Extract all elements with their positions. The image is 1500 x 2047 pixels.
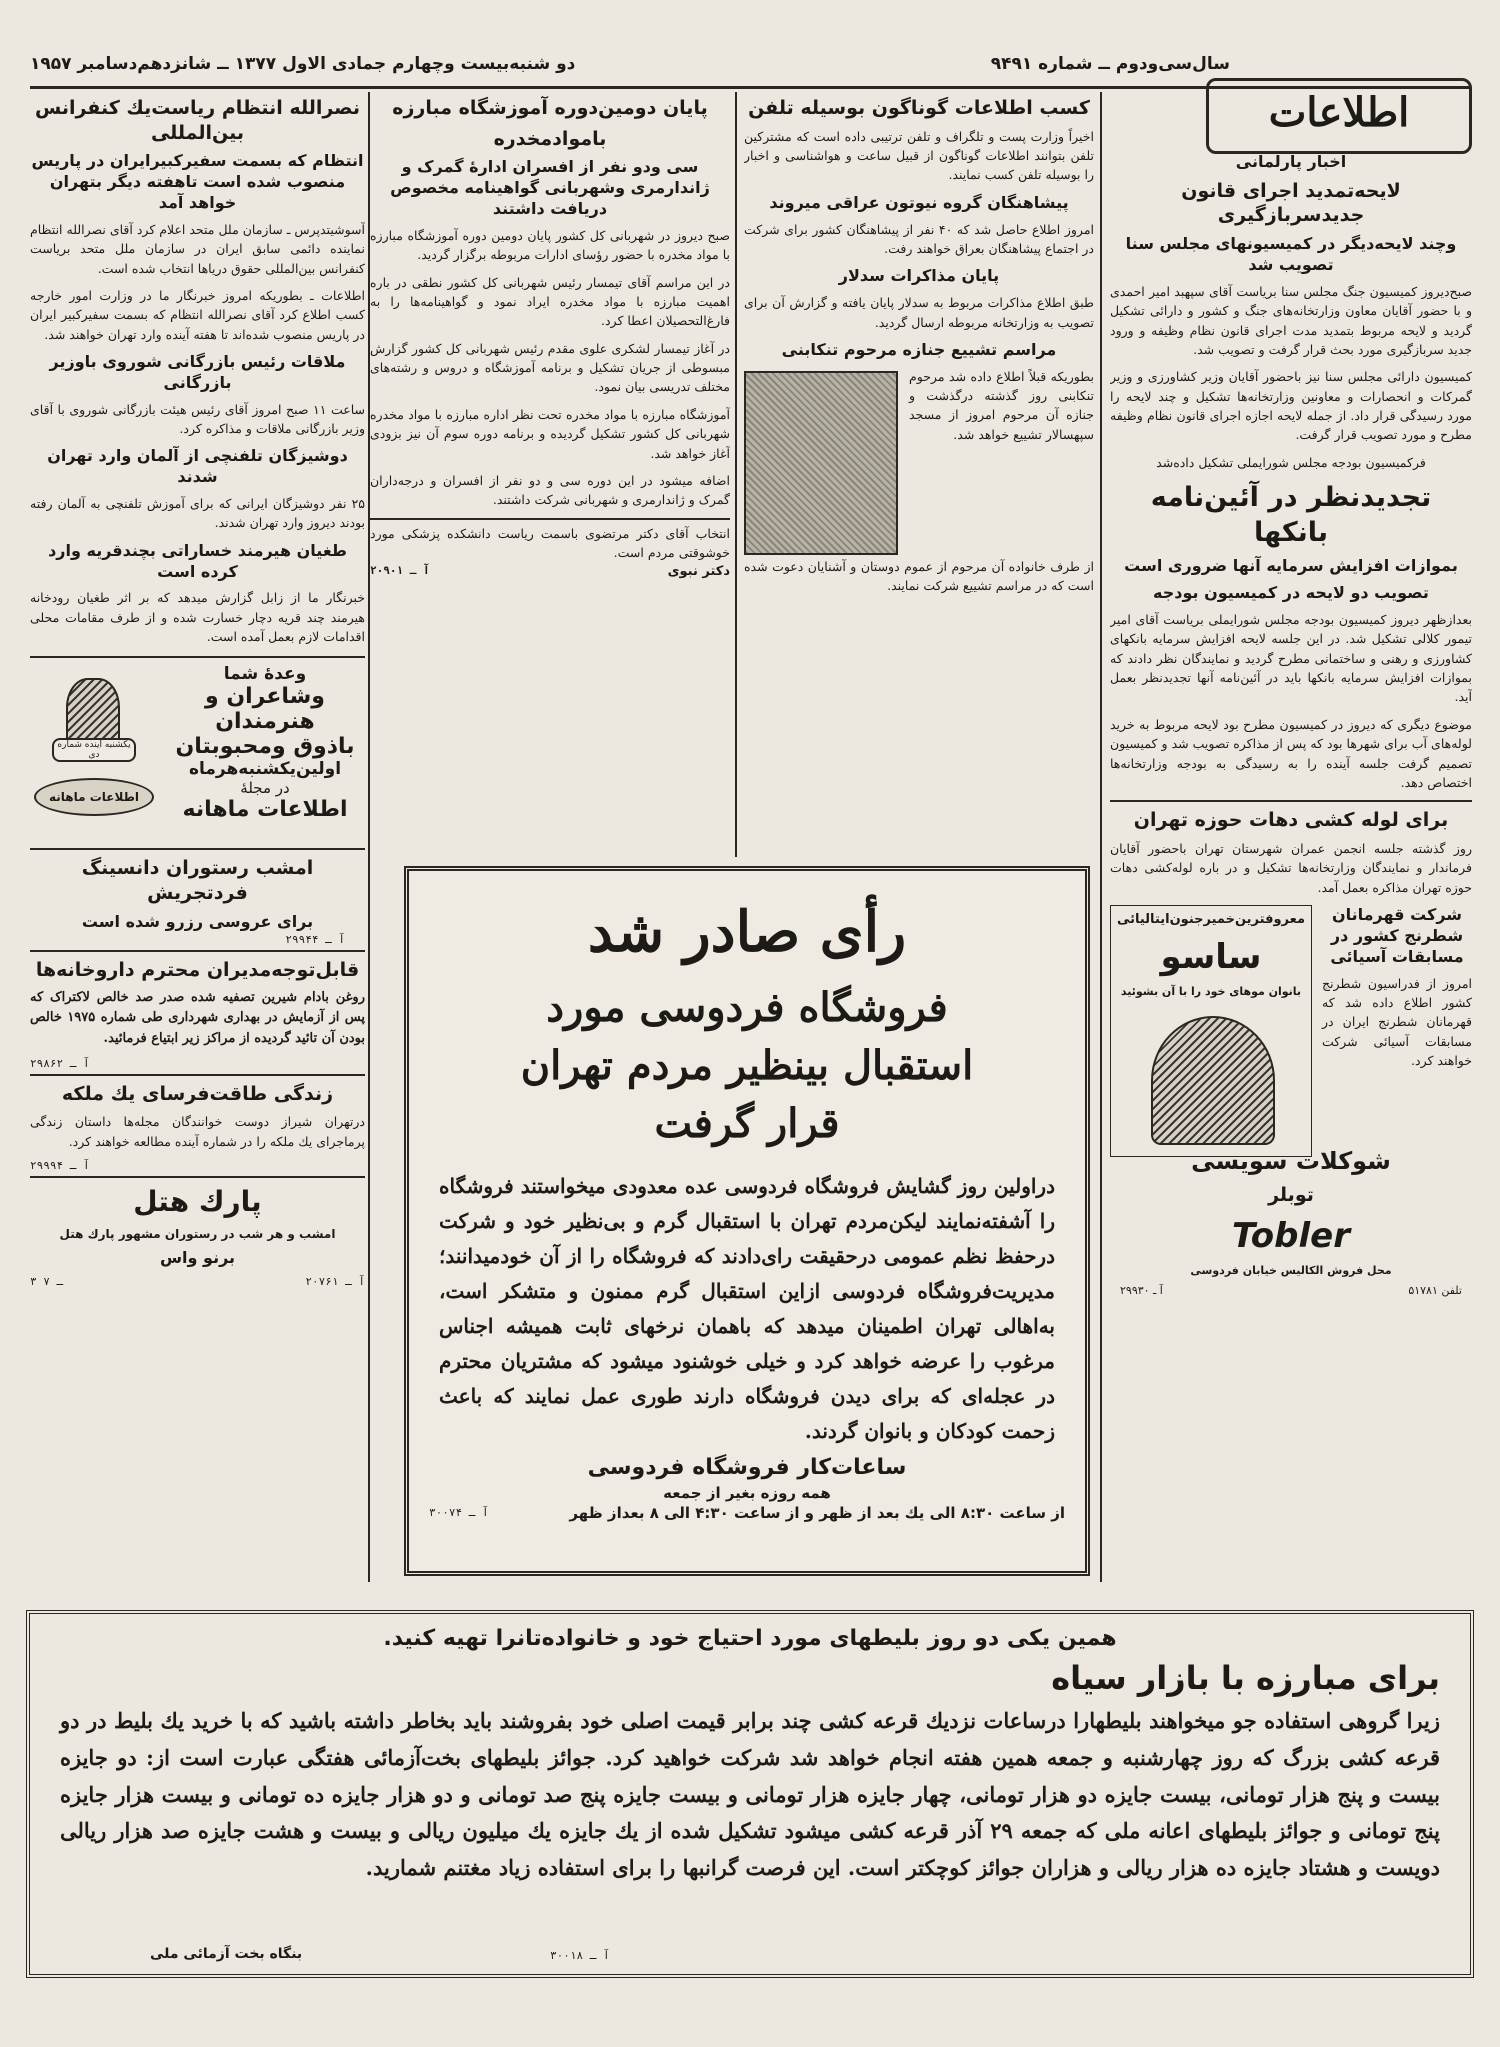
tobler-logo: Tobler [1232, 1215, 1350, 1256]
headline-soviet: ملاقات رئیس بازرگانی شوروی باوزیر بازرگانی [49, 352, 346, 392]
mahaneh-line: در مجلهٔ [240, 779, 290, 798]
issue-date: دو شنبه‌بیست وچهارم جمادی الاول ۱۳۷۷ ــ شانزدهم‌دسامبر ۱۹۵۷ [30, 54, 576, 74]
headline-narcotics-2: باموادمخدره [493, 127, 607, 150]
mahaneh-line: باذوق ومحبوبتان [175, 734, 355, 760]
lottery-headline: برای مبارزه با بازار سیاه [1051, 1659, 1440, 1697]
tonekaboni-portrait [744, 371, 898, 555]
ferdowsi-store-ad [404, 866, 1090, 1576]
park-hotel-ref: آ ـ ۲۰۷۶۱ [305, 1274, 365, 1288]
article-text: امروز از فدراسیون شطرنج کشور اطلاع داده شد که قهرمانان شطرنج ایران در مسابقات آسیائی شرکت خواهند کرد. [1322, 975, 1472, 1068]
column-divider [1100, 92, 1102, 1582]
section-title: اخبار پارلمانی [1235, 152, 1347, 171]
issue-header [30, 48, 1470, 82]
headline-narcotics: پایان دومین‌دوره آموزشگاه مبارزه [392, 97, 708, 119]
tobler-address: محل فروش الکالیس خیابان فردوسی [1190, 1264, 1392, 1278]
lottery-body: زیرا گروهی استفاده جو میخواهند بلیطهارا درساعات نزدیك قرعه کشی چند برابر قیمت اصلی خود بفروشند باید بخاطر داشته باشید که با خرید یك بلیط در دو قرعه کشی بزرگ که روز چهارشنبه و جمعه همین هفته انجام خواهد شد شرکت خواهید کرد. جوائز بلیطهای بخت‌آزمائی هفتگی عبارت است از: دو جایزه بیست و پنج هزار تومانی، بیست جایزه دو هزار تومانی، چهار جایزه هزار تومانی و بیست جایزه پنج صد تومانی و دو هزار جایزه ده تومانی و بیست هزار جایزه پنج تومانی و جوائز بلیطهای اعانه ملی که جمعه ۲۹ آذر قرعه کشی میشود تشکیل شده از یك جایزه یك میلیون ریالی و بیست و هشت جایزه صد هزار ریالی دویست و هشتاد جایزه ده هزار ریالی و هزاران جوائز کوچکتر است. این فرصت گرانبها را برای استفاده زیاد مغتنم شمارید. [60, 1708, 1440, 1880]
mahaneh-line: وشاعران و هنرمندان [205, 684, 325, 735]
note-ref: آ ـ ۲۰۹۰۱ [370, 564, 430, 578]
ferdowsi-hours: از ساعت ۸:۳۰ الی یك بعد از ظهر و از ساعت ۴:۳۰ الی ۸ بعداز ظهر [569, 1504, 1065, 1522]
pharmacy-ad [30, 950, 365, 1070]
column-divider [735, 92, 737, 857]
subheadline-entezam: انتظام که بسمت سفیرکبیرایران در پاریس منصوب شده است تاهفته دیگر بتهران خواهد آمد [31, 151, 364, 212]
issue-number: سال‌سی‌ودوم ــ شماره ۹۴۹۱ [990, 54, 1230, 74]
article-text: روز گذشته جلسه انجمن عمران شهرستان تهران باحضور آقایان فرماندار و نمایندگان وزارتخانه‌ها تشکیل و در باره لوله‌کشی دهات حوزه تهران مذاکره بعمل آمد. [1110, 840, 1472, 895]
article-text: بعدازظهر دیروز کمیسیون بودجه مجلس شورایملی بریاست آقای امیر تیمور کلالی تشکیل شد. در این جلسه لایحه افزایش سرمایه بانکهای کشاورزی و رهنی و ساختمانی مطرح گردید و نمایندگان نظر دادند که بموازات افزایش سرمایه بانکها باید در آئین‌نامه آنها تجدیدنظر بعمل آید. [1110, 611, 1472, 705]
restaurant-ref: آ ـ ۲۹۹۴۴ [285, 932, 345, 946]
restaurant-title: امشب رستوران دانسینگ فردتجریش [81, 857, 314, 905]
masthead-logo: اطلاعات [1206, 78, 1472, 154]
headline-funeral: مراسم تشییع جنازه مرحوم تنکابنی [781, 339, 1057, 359]
woman-illustration [1151, 1016, 1275, 1145]
queen-ad [30, 1074, 365, 1172]
article-text: موضوع دیگری که دیروز در کمیسیون مطرح بود لایحه مربوط به خرید لوله‌های آب برای شهرها بود که پس از مذاکره تصویب شد و کمیسیون تصمیم گرفت جلسه آینده را به رسیدگی به بودجه وزارتخانه‌ها اختصاص دهد. [1110, 716, 1472, 790]
funeral-block [744, 367, 1094, 607]
article-text: کمیسیون دارائی مجلس سنا نیز باحضور آقایان وزیر کشاورزی و وزیر گمرکات و انحصارات و معاونین وزارتخانه‌ها تشکیل و چند لایحه را مورد رسیدگی قرار داد. از جمله لایحه اجازه اجرای قانون نظام وظیفه مطرح و مورد تصویب قرار گرفت. [1110, 369, 1472, 443]
headline-sedlar: پایان مذاکرات سدلار [838, 266, 1000, 286]
ferdowsi-ref: آ ـ ۳۰۰۷۴ [429, 1505, 489, 1519]
subheadline-conscription: وچند لایحه‌دیگر در کمیسیونهای مجلس سنا تصویب شد [1125, 234, 1457, 274]
sasu-brand: ساسو [1160, 937, 1262, 977]
ferdowsi-headline: رأی صادر شد [587, 899, 907, 965]
tobler-subtitle: توبلر [1268, 1184, 1314, 1207]
lottery-signature: بنگاه بخت آزمائی ملی [150, 1946, 303, 1962]
ferdowsi-hours-days: همه روزه بغیر از جمعه [663, 1484, 831, 1502]
sasu-subline: بانوان موهای خود را با آن بشوئید [1120, 985, 1302, 999]
note-signature: دکتر نبوی [667, 564, 730, 580]
headline-telephone: کسب اطلاعات گوناگون بوسیله تلفن [748, 97, 1090, 119]
subheadline-budget: تصویب دو لایحه در کمیسیون بودجه [1153, 583, 1429, 603]
headline-conscription: لایحه‌تمدید اجرای قانون جدیدسربازگیری [1181, 179, 1401, 227]
badge-note: یکشنبه آینده شماره دی [52, 738, 136, 762]
park-hotel-line: امشب و هر شب در رستوران مشهور پارك هتل [59, 1226, 336, 1241]
pharmacy-text: روغن بادام شیرین تصفیه شده صدر صد خالص لاکتراک که پس از آزمایش در بهداری شهرداری طی شماره ۱۹۷۵ خالص بودن آن تائید گردیده از مراکز زیر ابتیاع فرمائید. [30, 990, 365, 1046]
tobler-title: شوکلات سویسی [1191, 1147, 1391, 1176]
column-entezam [30, 96, 365, 1582]
pharmacy-ref: آ ـ ۲۹۸۶۲ [30, 1056, 90, 1070]
subheadline-banks: بموازات افزایش سرمایه آنها ضروری است [1124, 556, 1458, 576]
queen-title: زندگی طاقت‌فرسای یك ملکه [61, 1082, 334, 1105]
bottom-ads-right [1110, 905, 1472, 1345]
mahaneh-title: وعدۀ شما [223, 664, 307, 685]
pharmacy-title: قابل‌توجه‌مدیران محترم داروخانه‌ها [35, 958, 360, 981]
ferdowsi-subheadline: قرار گرفت [654, 1100, 840, 1147]
article-text: ۲۵ نفر دوشیزگان ایرانی که برای آموزش تلفنچی به آلمان رفته بودند دیروز وارد تهران شدند. [30, 495, 365, 531]
subheadline-narcotics: سی ودو نفر از افسران ادارۀ گمرک و ژاندارمری وشهربانی گواهینامه مخصوص دریافت داشتند [390, 157, 710, 218]
restaurant-line: برای عروسی رزرو شده است [81, 911, 314, 931]
article-text: صبح‌دیروز کمیسیون جنگ مجلس سنا بریاست آقای سپهبد امیر احمدی و با حضور آقایان معاون وزارتخانه‌های جنگ و کشور و دارائی تشکیل گردید و لایحه مربوط بتمدید مدت اجرای قانون نظام وظیفه و ورود جدید سربازگیری مورد بحث قرار گرفت و تصویب شد. [1110, 283, 1472, 357]
mahaneh-text [165, 664, 365, 822]
headline-telephone-girls: دوشیزگان تلفنچی از آلمان وارد تهران شدند [47, 446, 348, 487]
column-narcotics [370, 96, 730, 856]
chess-article [1322, 905, 1472, 1078]
article-text: در آغاز تیمسار لشکری علوی مقدم رئیس شهربانی کل کشور گزارش مبسوطی از جریان تشکیل و برنامه آموزشگاه و دروس و رشته‌های مختلف تدریسی بیان نمود. [370, 340, 730, 395]
park-hotel-ad [30, 1176, 365, 1288]
column-telephone [744, 96, 1094, 856]
article-text: بطوریکه قبلاً اطلاع داده شد مرحوم تنکابنی روز گذشته درگذشت و جنازه آن مرحوم امروز از مسجد سپهسالار تشییع خواهد شد. [909, 368, 1094, 442]
tobler-phone: تلفن ۵۱۷۸۱ [1408, 1284, 1462, 1298]
park-hotel-title: پارك هتل [133, 1185, 262, 1219]
mahaneh-line: اولین‌یکشنبه‌هرماه [188, 759, 342, 780]
ferdowsi-subheadline: فروشگاه فردوسی مورد [546, 984, 948, 1031]
article-text: امروز اطلاع حاصل شد که ۴۰ نفر از پیشاهنگان کشور برای شرکت در اجتماع پیشاهنگان بعراق خواهند رفت. [744, 221, 1094, 256]
note-footer [370, 564, 730, 579]
lottery-intro: همین یکی دو روز بلیطهای مورد احتیاج خود و خانواده‌تانرا تهیه کنید. [383, 1626, 1117, 1651]
headline-chess: شرکت قهرمانان شطرنج کشور در مسابقات آسیائی [1330, 905, 1464, 966]
headline-banks: تجدیدنظر در آئین‌نامه بانکها [1150, 482, 1432, 549]
ferdowsi-subheadline: استقبال بینظیر مردم تهران [520, 1042, 974, 1089]
lottery-ad [26, 1610, 1474, 1978]
congrats-note [370, 518, 730, 580]
article-text: اخیراً وزارت پست و تلگراف و تلفن ترتیبی داده است که مشترکین تلفن بتوانند اطلاعات گوناگون از قبیل ساعت و هواشناسی و اخبار را بوسیله تلفن کسب نمایند. [744, 128, 1094, 183]
note-text: انتخاب آقای دکتر مرتضوی باسمت ریاست دانشکده پزشکی مورد خوشوقتی مردم است. [370, 525, 730, 561]
headline-hirmand: طغیان هیرمند خساراتی بچندقریه وارد کرده است [48, 540, 347, 581]
park-hotel-ref-2: ۳ ـ ۷ [30, 1274, 64, 1288]
restaurant-ad [30, 848, 365, 945]
sasu-ad [1110, 905, 1312, 1157]
ferdowsi-body: دراولین روز گشایش فروشگاه فردوسی عده معدودی میخواستند فروشگاه را آشفته‌نمایند لیکن‌مردم تهران با استقبال گرم و بی‌نظیر خود و شرکت درحفظ نظم عمومی درحقیقت رای‌دادند که فروشگاه را از آن خودمیدانند؛ مدیریت‌فروشگاه فردوسی ازاین استقبال گرم ممنون و متشکر است، به‌اهالی تهران اطمینان میدهد که باهمان نرخهای ثابت همیشه اجناس مرغوب را عرضه خواهد کرد و خیلی خوشنود میشود که مشتریان محترم در عجله‌ای که برای دیدن فروشگاه دارند طوری عمل نمایند که باعث زحمت کودکان و بانوان گردند. [439, 1174, 1055, 1443]
sasu-tagline: معروفترین‌خمیرجنون‌ایتالیائی [1116, 912, 1306, 928]
queen-text: درتهران شیراز دوست‌ خوانندگان مجله‌ها داستان زندگی پرماجرای یك ملکه را در شماره آینده مطالعه خواهند کرد. [30, 1114, 365, 1149]
ferdowsi-footer [409, 1502, 1085, 1522]
badge-logo: اطلاعات ماهانه [34, 778, 154, 816]
article-text: فرکمیسیون بودجه مجلس شورایملی تشکیل داده‌شد [1156, 454, 1426, 470]
article-text: صبح دیروز در شهربانی کل کشور پایان دومین دوره آموزشگاه مبارزه با مواد مخدره با حضور رؤسای ادارات مربوطه برگزار گردید. [370, 227, 730, 263]
tobler-footer [1110, 1284, 1472, 1297]
article-text: از طرف خانواده آن مرحوم از عموم دوستان و آشنایان دعوت شده است که در مراسم تشییع شرکت نمایند. [744, 558, 1094, 594]
park-hotel-line: برنو واس [159, 1248, 236, 1268]
queen-ref: آ ـ ۲۹۹۹۴ [30, 1159, 90, 1173]
article-text: اطلاعات ـ بطوریکه امروز خبرنگار ما در وزارت امور خارجه کسب اطلاع کرد آقای نصرالله انتظام که بسمت سفیرکبیر ایران در پاریس منصوب شده‌اند تا هفته آینده وارد تهران خواهند شد. [30, 287, 365, 342]
article-text: در این مراسم آقای تیمسار رئیس شهربانی کل کشور نطقی در باره اهمیت مبارزه با مواد مخدره ایراد نمود و گواهینامه‌ها را به فارغ‌التحصیلان اعطا کرد. [370, 274, 730, 329]
mahaneh-line: اطلاعات ماهانه [182, 797, 348, 823]
column-parliament [1110, 152, 1472, 1582]
headline-entezam: نصرالله انتظام ریاست‌یك کنفرانس بین‌المللی [34, 97, 361, 144]
article-text: آسوشیتدپرس ـ سازمان ملل متحد اعلام کرد آقای نصرالله انتظام نماینده دائمی سابق ایران در سازمان ملل متحد بریاست کنفرانس بین‌المللی حقوق دریاها انتخاب شده است. [30, 221, 365, 276]
article-text: طبق اطلاع مذاکرات مربوط به سدلار پایان یافته و گزارش آن برای تصویب به وزارتخانه مربوطه ارسال گردید. [744, 295, 1094, 330]
tobler-ref: آ ـ ۲۹۹۳۰ [1120, 1284, 1163, 1298]
park-hotel-footer [30, 1275, 365, 1288]
article-text: خبرنگار ما از زابل گزارش میدهد که بر اثر طغیان رودخانه هیرمند چند قریه دچار خسارت شده و از طرف مقامات محلی اقدامات لازم بعمل آمده است. [30, 590, 365, 645]
ferdowsi-hours-title: ساعات‌کار فروشگاه فردوسی [587, 1455, 907, 1480]
headline-water: برای لوله کشی دهات حوزه تهران [1110, 800, 1472, 833]
headline-scouts: پیشاهنگان گروه نیوتون عراقی میروند [769, 192, 1069, 212]
mahaneh-badge [34, 678, 154, 828]
mahaneh-ad [30, 656, 365, 848]
article-text: اضافه میشود در این دوره سی و دو نفر از افسران و درجه‌داران گمرک و ژاندارمری و شهربانی شرکت داشتند. [370, 472, 730, 508]
article-text: ساعت ۱۱ صبح امروز آقای رئیس هیئت بازرگانی شوروی با آقای وزیر بازرگانی ملاقات و مذاکره کرد. [30, 401, 365, 436]
article-text: آموزشگاه مبارزه با مواد مخدره تحت نظر اداره مبارزه با مواد مخدره شهربانی کل کشور تشکیل گردیده و برنامه دوره سوم آن نیز بزودی آغاز خواهد شد. [370, 406, 730, 461]
tobler-ad [1110, 1140, 1472, 1340]
lottery-ref: آ ـ ۳۰۰۱۸ [550, 1949, 610, 1962]
